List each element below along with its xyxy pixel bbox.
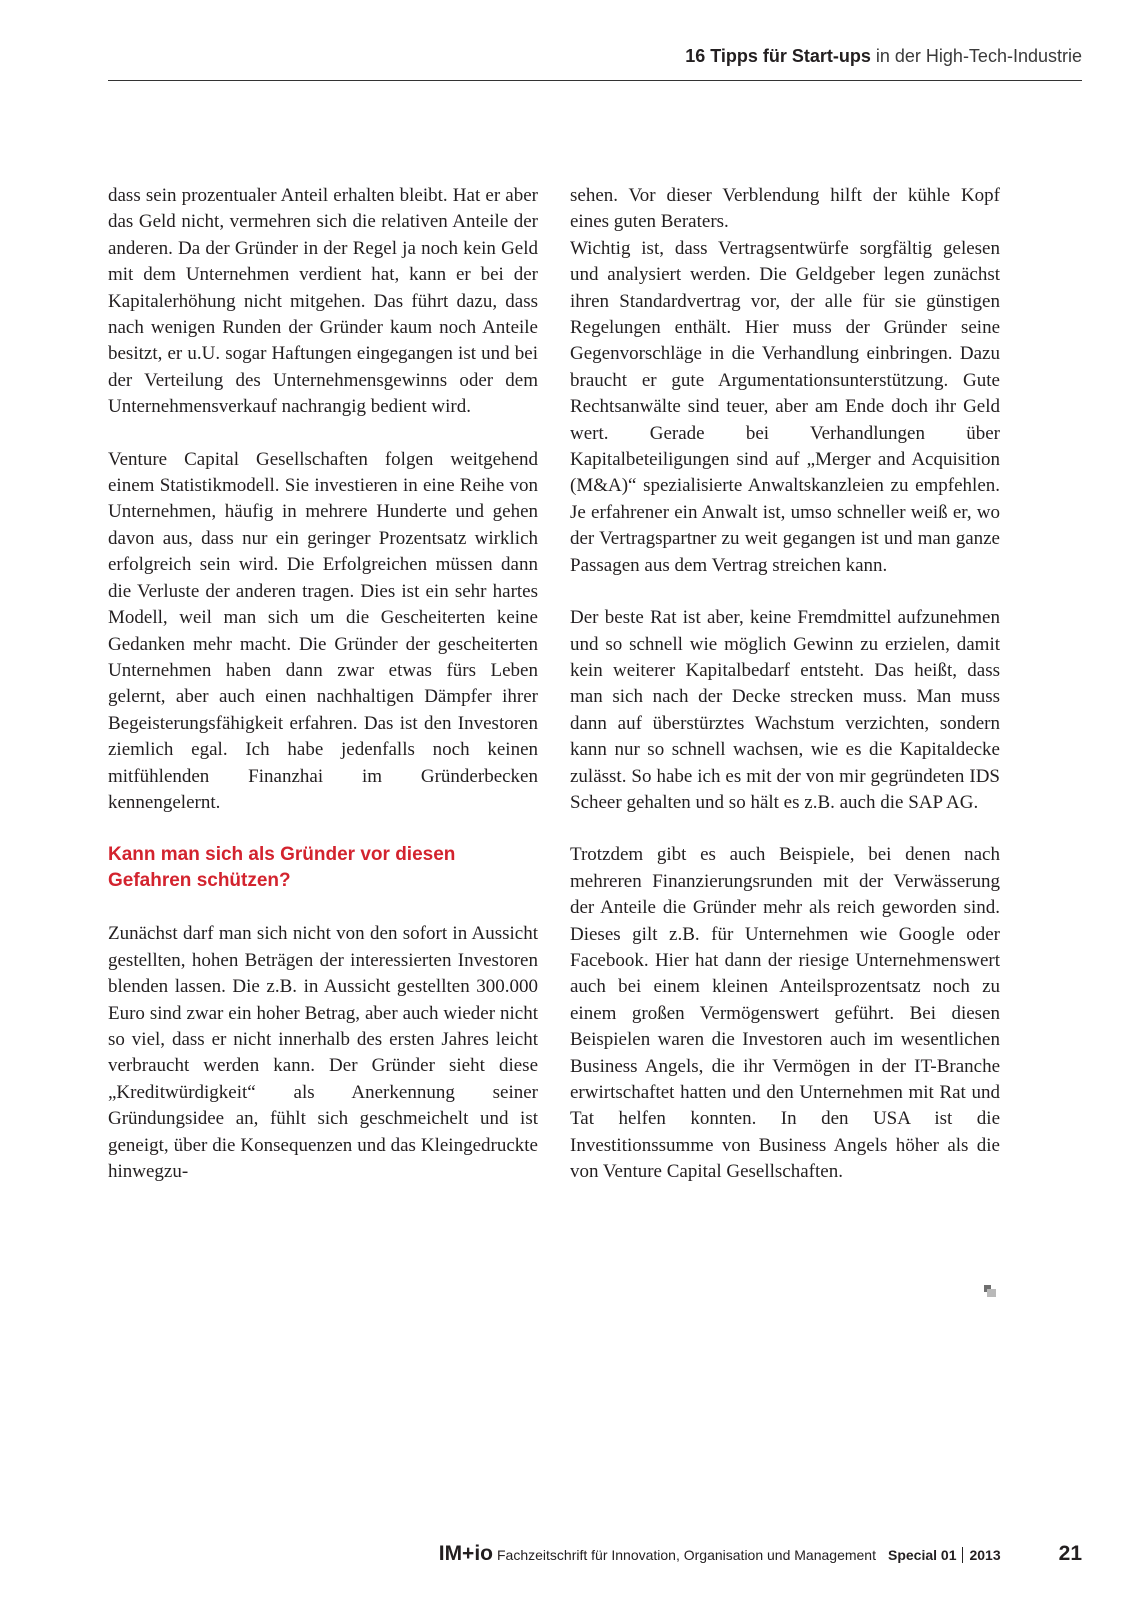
footer-divider [962,1547,963,1563]
header-rule [108,80,1082,81]
issue-label: Special 01 [887,1547,957,1563]
article-end-icon [984,1285,996,1297]
running-header [108,46,1082,67]
right-paragraph-3: Der beste Rat ist aber, keine Fremdmittel aufzunehmen und so schnell wie möglich Gewinn zu erzielen, damit kein weiterer Kapitalbedarf entsteht. Das heißt, dass man sich nach der Decke strecken muss. Man muss dann auf überstürztes Wachstum verzichten, sondern kann nur so schnell wachsen, wie es die Kapitaldecke zulässt. So habe ich es mit der von mir gegründeten IDS Scheer gehalten und so hält es z.B. auch die SAP AG. [570,607,1000,813]
magazine-subtitle: Fachzeitschrift für Innovation, Organisation und Management [497,1547,876,1563]
header-title-rest: in der High-Tech-Industrie [870,46,1082,66]
header-title-bold: 16 Tipps für Start-ups [685,46,871,66]
issue-year: 2013 [969,1547,1001,1563]
right-paragraph-1: sehen. Vor dieser Verblendung hilft der kühle Kopf eines guten Beraters. [570,185,1000,233]
page-number: 21 [1058,1542,1082,1565]
right-paragraph-2: Wichtig ist, dass Vertragsentwürfe sorgfältig gelesen und analysiert werden. Die Geldgeber legen zunächst ihren Standardvertrag vor, der alle für sie günstigen Regelungen enthält. Hier muss der Gründer seine Gegenvorschläge in die Verhandlung einbringen. Dazu braucht er gute Argumentationsunterstützung. Gute Rechtsanwälte sind teuer, aber am Ende doch ihr Geld wert. Gerade bei Verhandlungen über Kapitalbeteiligungen sind auf „Merger and Acquisition (M&A)“ spezialisierte Anwaltskanzleien zu empfehlen. Je erfahrener ein Anwalt ist, umso schneller weiß er, wo der Vertragspartner zu weit gegangen ist und man ganze Passagen aus dem Vertrag streichen kann. [570,237,1000,576]
page-footer [439,1542,1082,1566]
left-column [108,183,538,1211]
section-heading: Kann man sich als Gründer vor diesen Gefahren schützen? [108,844,456,892]
magazine-name: IM+io [438,1542,493,1565]
right-paragraph-4: Trotzdem gibt es auch Beispiele, bei denen nach mehreren Finanzierungsrunden mit der Verwässerung der Anteile die Gründer mehr als reich geworden sind. Dieses gilt z.B. für Unternehmen wie Google oder Facebook. Hier hat dann der riesige Unternehmenswert auch bei einem kleinen Anteilsprozentsatz noch zu einem großen Vermögenswert geführt. Bei diesen Beispielen waren die Investoren auch im wesentlichen Business Angels, die ihr Vermögen in der IT-Branche erwirtschaftet hatten und den Unternehmen mit Rat und Tat helfen konnten. In den USA ist die Investitionssumme von Business Angels höher als die von Venture Capital Gesellschaften. [570,844,1000,1183]
left-paragraph-3: Zunächst darf man sich nicht von den sofort in Aussicht gestellten, hohen Beträgen der interessierten Investoren blenden lassen. Die z.B. in Aussicht gestellten 300.000 Euro sind zwar ein hoher Betrag, aber auch wieder nicht so viel, dass er nicht innerhalb des ersten Jahres leicht verbraucht werden kann. Der Gründer sieht diese „Kreditwürdigkeit“ als Anerkennung seiner Gründungsidee an, fühlt sich geschmeichelt und ist geneigt, über die Konsequenzen und das Kleingedruckte hinwegzu- [108,923,538,1182]
right-column [570,183,1000,1212]
left-paragraph-2: Venture Capital Gesellschaften folgen weitgehend einem Statistikmodell. Sie investieren in eine Reihe von Unternehmen, häufig in mehrere Hunderte und gehen davon aus, dass nur ein geringer Prozentsatz wirklich erfolgreich sein wird. Die Erfolgreichen müssen dann die Verluste der anderen tragen. Dies ist ein sehr hartes Modell, weil man sich um die Gescheiterten keine Gedanken mehr macht. Die Gründer der gescheiterten Unternehmen haben dann zwar etwas fürs Leben gelernt, aber auch einen nachhaltigen Dämpfer ihrer Begeisterungsfähigkeit erfahren. Das ist den Investoren ziemlich egal. Ich habe jedenfalls noch keinen mitfühlenden Finanzhai im Gründerbecken kennengelernt. [108,448,538,813]
left-paragraph-1: dass sein prozentualer Anteil erhalten bleibt. Hat er aber das Geld nicht, vermehren sich die relativen Anteile der anderen. Da der Gründer in der Regel ja noch kein Geld mit dem Unternehmen verdient hat, kann er bei der Kapitalerhöhung nicht mitgehen. Das führt dazu, dass nach wenigen Runden der Gründer kaum noch Anteile besitzt, er u.U. sogar Haftungen eingegangen ist und bei der Verteilung des Unternehmensgewinns oder dem Unternehmensverkauf nachrangig bedient wird. [108,185,538,418]
